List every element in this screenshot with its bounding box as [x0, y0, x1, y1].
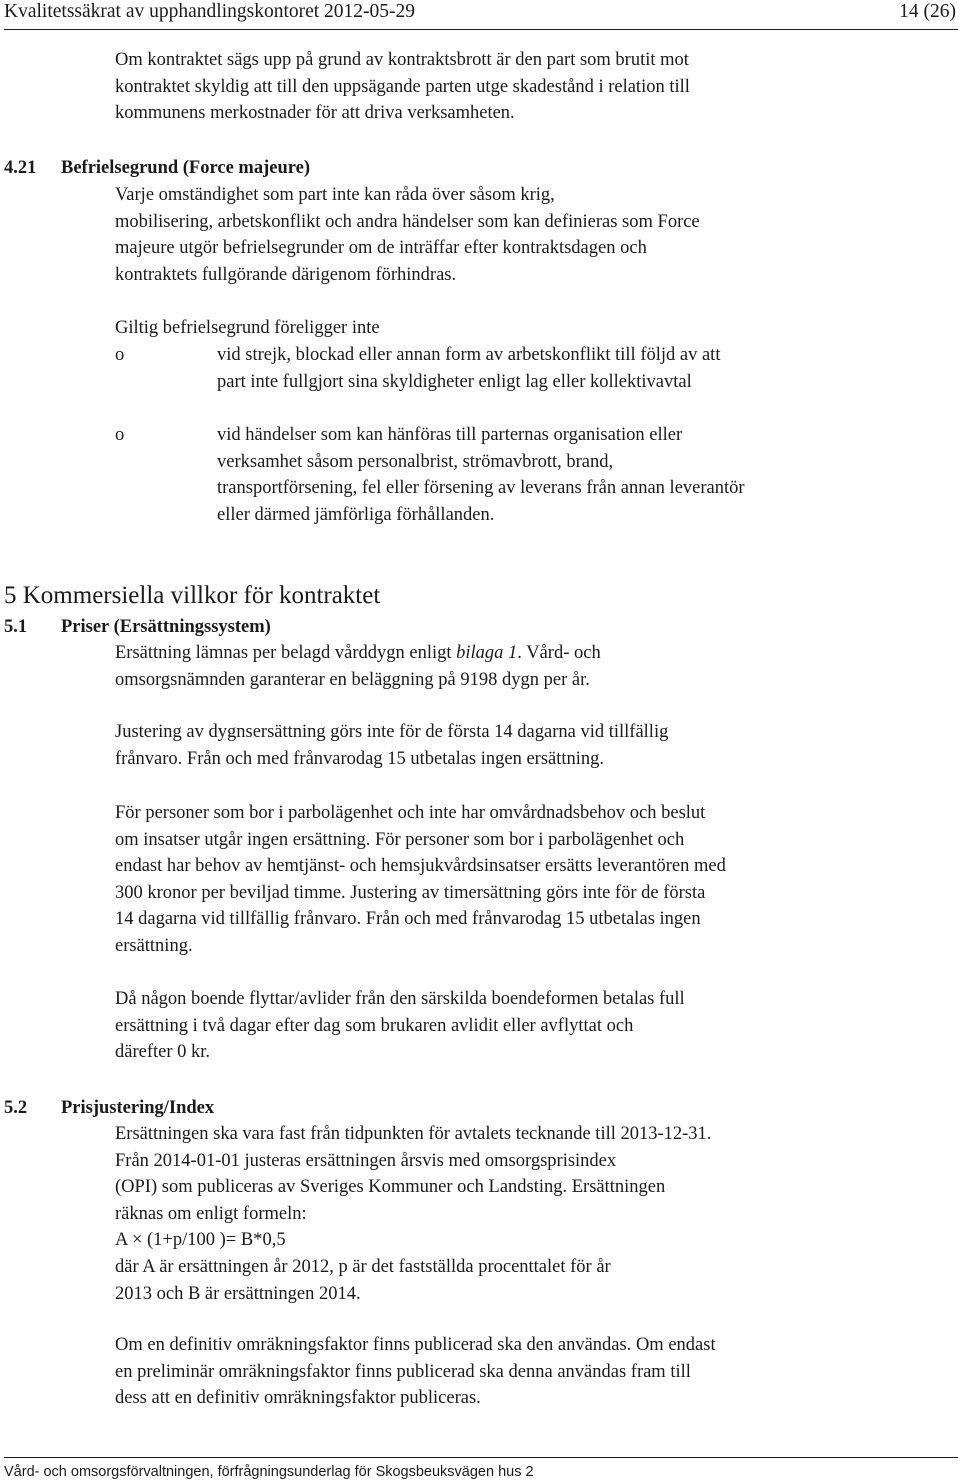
section-number: 5.2: [4, 1098, 28, 1118]
text-line: frånvaro. Från och med frånvarodag 15 utbetalas ingen ersättning.: [115, 748, 605, 769]
text-line: Då någon boende flyttar/avlider från den särskilda boendeformen betalas full: [115, 989, 685, 1009]
footer-text: Vård- och omsorgsförvaltningen, förfrågningsunderlag för Skogsbeuksvägen hus 2: [4, 1464, 534, 1480]
text-run: . Vård- och: [517, 643, 601, 663]
section-title: Befrielsegrund (Force majeure): [61, 158, 310, 178]
text-line: mobilisering, arbetskonflikt och andra händelser som kan definieras som Force: [115, 211, 700, 232]
apartment-paragraph: [115, 800, 875, 960]
text-line: dess att en definitiv omräkningsfaktor publiceras.: [115, 1388, 481, 1409]
text-line: eller därmed jämförliga förhållanden.: [217, 504, 495, 525]
text-line: kommunens merkostnader för att driva verksamheten.: [115, 103, 515, 124]
text-line: räknas om enligt formeln:: [115, 1203, 307, 1224]
text-line: (OPI) som publiceras av Sveriges Kommuner och Landsting. Ersättningen: [115, 1177, 666, 1198]
text-line: Justering av dygnsersättning görs inte för de första 14 dagarna vid tillfällig: [115, 722, 669, 742]
text-line: 14 dagarna vid tillfällig frånvaro. Från och med frånvarodag 15 utbetalas ingen: [115, 909, 701, 930]
formula: A × (1+p/100 )= B*0,5: [115, 1230, 286, 1251]
text-line: transportförsening, fel eller försening av leverans från annan leverantör: [217, 478, 745, 499]
text-line: kontraktet skyldig att till den uppsägande parten utge skadestånd i relation till: [115, 76, 690, 97]
attachment-reference: bilaga 1: [456, 643, 518, 663]
text-line: Om en definitiv omräkningsfaktor finns publicerad ska den användas. Om endast: [115, 1335, 716, 1355]
text-line: där A är ersättningen år 2012, p är det fastställda procenttalet för år: [115, 1256, 611, 1277]
text-line: ersättning i två dagar efter dag som brukaren avlidit eller avflyttat och: [115, 1015, 634, 1036]
adjustment-paragraph: [115, 719, 875, 772]
header-divider: [4, 29, 958, 30]
section-heading-5-1: [4, 614, 704, 641]
move-out-paragraph: [115, 986, 875, 1066]
list-item: [115, 422, 915, 532]
section-number: 4.21: [4, 158, 37, 178]
text-line: För personer som bor i parbolägenhet och inte har omvårdnadsbehov och beslut: [115, 803, 706, 823]
section-title: Priser (Ersättningssystem): [61, 617, 271, 637]
text-line: omsorgsnämnden garanterar en beläggning på 9198 dygn per år.: [115, 669, 590, 690]
factor-paragraph: [115, 1332, 875, 1412]
index-paragraph: [115, 1121, 875, 1307]
price-paragraph: [115, 640, 875, 693]
text-line: verksamhet såsom personalbrist, strömavbrott, brand,: [217, 451, 614, 472]
text-line: Från 2014-01-01 justeras ersättningen årsvis med omsorgsprisindex: [115, 1150, 617, 1171]
bullet-marker: o: [115, 345, 125, 365]
text-line: därefter 0 kr.: [115, 1042, 211, 1063]
text-line: kontraktets fullgörande därigenom förhindras.: [115, 264, 457, 285]
text-line: Ersättningen ska vara fast från tidpunkten för avtalets tecknande till 2013-12-31.: [115, 1124, 712, 1144]
text-line: ersättning.: [115, 935, 193, 956]
text-line: 300 kronor per beviljad timme. Justering av timersättning görs inte för de första: [115, 882, 706, 903]
chapter-heading: 5 Kommersiella villkor för kontraktet: [4, 582, 381, 609]
text-line: en preliminär omräkningsfaktor finns publicerad ska denna användas fram till: [115, 1361, 691, 1382]
text-line: Varje omständighet som part inte kan råda över såsom krig,: [115, 185, 555, 205]
text-line: 2013 och B är ersättningen 2014.: [115, 1283, 361, 1304]
text-line: endast har behov av hemtjänst- och hemsjukvårdsinsatser ersätts leverantören med: [115, 856, 726, 877]
footer-divider: [4, 1457, 958, 1458]
text-line: majeure utgör befrielsegrunder om de inträffar efter kontraktsdagen och: [115, 238, 647, 259]
text-line: vid händelser som kan hänföras till parternas organisation eller: [217, 425, 683, 445]
section-number: 5.1: [4, 617, 28, 637]
text-line: om insatser utgår ingen ersättning. För personer som bor i parbolägenhet och: [115, 829, 685, 850]
text-run: Ersättning lämnas per belagd vårddygn enligt: [115, 643, 457, 663]
list-item: [115, 342, 915, 402]
page-number: 14 (26): [899, 1, 956, 22]
section-heading-4-21: [4, 155, 704, 182]
section-title: Prisjustering/Index: [61, 1098, 215, 1118]
force-majeure-paragraph: [115, 182, 875, 288]
section-heading-5-2: [4, 1095, 704, 1122]
header-title: Kvalitetssäkrat av upphandlingskontoret 2012-05-29: [4, 1, 416, 22]
text-line: part inte fullgjort sina skyldigheter enligt lag eller kollektivavtal: [217, 371, 692, 392]
text-line: Om kontraktet sägs upp på grund av kontraktsbrott är den part som brutit mot: [115, 50, 689, 70]
exemption-lead: Giltig befrielsegrund föreligger inte: [115, 318, 380, 338]
bullet-marker: o: [115, 425, 125, 445]
intro-paragraph: [115, 47, 875, 127]
text-line: [115, 640, 875, 667]
text-line: vid strejk, blockad eller annan form av arbetskonflikt till följd av att: [217, 345, 721, 365]
